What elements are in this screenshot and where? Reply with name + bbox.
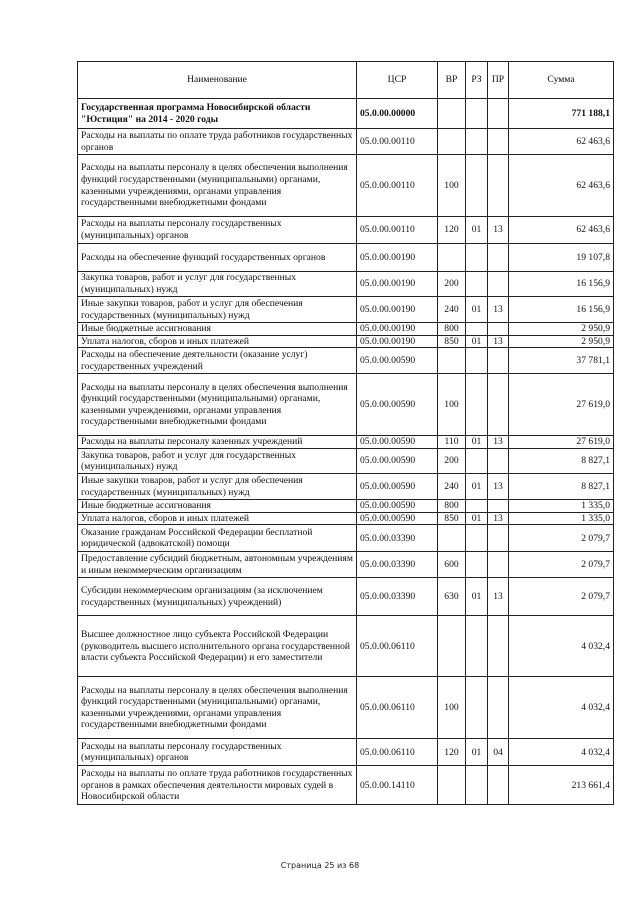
- cell-name: Расходы на выплаты персоналу государственных (муниципальных) органов: [78, 739, 357, 766]
- cell-rz: [466, 155, 488, 217]
- cell-rz: [466, 552, 488, 578]
- table-row: [78, 677, 614, 739]
- cell-rz: 01: [466, 739, 488, 766]
- cell-sum: 2 079,7: [509, 578, 614, 616]
- cell-sum: 4 032,4: [509, 616, 614, 677]
- cell-vr: [438, 244, 466, 272]
- cell-csr: 05.0.00.00110: [357, 155, 438, 217]
- cell-vr: 120: [438, 217, 466, 244]
- cell-sum: 19 107,8: [509, 244, 614, 272]
- cell-pr: 13: [488, 474, 509, 500]
- cell-vr: 240: [438, 474, 466, 500]
- cell-pr: [488, 323, 509, 336]
- cell-rz: 01: [466, 436, 488, 449]
- cell-sum: 2 950,9: [509, 335, 614, 348]
- budget-table: [77, 61, 614, 805]
- cell-pr: [488, 552, 509, 578]
- cell-csr: 05.0.00.00590: [357, 449, 438, 474]
- table-row: [78, 739, 614, 766]
- cell-vr: 240: [438, 297, 466, 323]
- cell-rz: [466, 323, 488, 336]
- header-name: Наименование: [78, 62, 357, 99]
- cell-rz: [466, 449, 488, 474]
- cell-sum: 4 032,4: [509, 739, 614, 766]
- cell-csr: 05.0.00.03390: [357, 578, 438, 616]
- cell-vr: 800: [438, 323, 466, 336]
- cell-vr: 630: [438, 578, 466, 616]
- cell-name: Расходы на выплаты персоналу в целях обеспечения выполнения функций государственными (муниципальными) органами, казенными учреждениями, органами управления государственными внебюджетными фондами: [78, 677, 357, 739]
- cell-name: Расходы на выплаты персоналу в целях обеспечения выполнения функций государственными (муниципальными) органами, казенными учреждениями, органами управления государственными внебюджетными фондами: [78, 374, 357, 436]
- cell-csr: 05.0.00.06110: [357, 739, 438, 766]
- cell-rz: 01: [466, 512, 488, 525]
- page-number: Страница 25 из 68: [280, 861, 360, 870]
- table-row: [78, 335, 614, 348]
- cell-csr: 05.0.00.03390: [357, 525, 438, 552]
- cell-rz: [466, 348, 488, 374]
- cell-sum: 1 335,0: [509, 512, 614, 525]
- cell-pr: [488, 244, 509, 272]
- cell-csr: 05.0.00.00590: [357, 512, 438, 525]
- table-row: [78, 449, 614, 474]
- cell-csr: 05.0.00.06110: [357, 616, 438, 677]
- table-row: [78, 129, 614, 155]
- cell-csr: 05.0.00.00190: [357, 244, 438, 272]
- cell-name: Закупка товаров, работ и услуг для государственных (муниципальных) нужд: [78, 272, 357, 297]
- cell-rz: [466, 500, 488, 513]
- header-rz: РЗ: [466, 62, 488, 99]
- table-row: [78, 99, 614, 129]
- cell-sum: 213 661,4: [509, 766, 614, 805]
- table-row: [78, 348, 614, 374]
- cell-sum: 2 079,7: [509, 552, 614, 578]
- cell-vr: [438, 99, 466, 129]
- cell-pr: 13: [488, 512, 509, 525]
- cell-name: Предоставление субсидий бюджетным, автономным учреждениям и иным некоммерческим организациям: [78, 552, 357, 578]
- cell-name: Субсидии некоммерческим организациям (за исключением государственных (муниципальных) учреждений): [78, 578, 357, 616]
- cell-vr: 850: [438, 335, 466, 348]
- cell-rz: [466, 99, 488, 129]
- header-sum: Сумма: [509, 62, 614, 99]
- cell-sum: 37 781,1: [509, 348, 614, 374]
- cell-csr: 05.0.00.00000: [357, 99, 438, 129]
- cell-name: Высшее должностное лицо субъекта Российской Федерации (руководитель высшего исполнительного органа государственной власти субъекта Российской Федерации) и его заместители: [78, 616, 357, 677]
- cell-vr: 100: [438, 155, 466, 217]
- cell-csr: 05.0.00.03390: [357, 552, 438, 578]
- cell-vr: 800: [438, 500, 466, 513]
- cell-sum: 62 463,6: [509, 217, 614, 244]
- cell-rz: 01: [466, 335, 488, 348]
- cell-csr: 05.0.00.00110: [357, 217, 438, 244]
- cell-pr: [488, 99, 509, 129]
- table-header-row: [78, 62, 614, 99]
- cell-pr: [488, 374, 509, 436]
- header-pr: ПР: [488, 62, 509, 99]
- cell-rz: [466, 766, 488, 805]
- cell-name: Закупка товаров, работ и услуг для государственных (муниципальных) нужд: [78, 449, 357, 474]
- table-row: [78, 244, 614, 272]
- cell-name: Иные закупки товаров, работ и услуг для обеспечения государственных (муниципальных) нужд: [78, 474, 357, 500]
- cell-pr: 13: [488, 297, 509, 323]
- cell-vr: 600: [438, 552, 466, 578]
- cell-pr: [488, 616, 509, 677]
- cell-vr: [438, 129, 466, 155]
- table-row: [78, 436, 614, 449]
- cell-vr: 120: [438, 739, 466, 766]
- cell-sum: 62 463,6: [509, 155, 614, 217]
- cell-sum: 27 619,0: [509, 374, 614, 436]
- cell-csr: 05.0.00.14110: [357, 766, 438, 805]
- cell-name: Иные закупки товаров, работ и услуг для обеспечения государственных (муниципальных) нужд: [78, 297, 357, 323]
- cell-csr: 05.0.00.06110: [357, 677, 438, 739]
- cell-pr: 13: [488, 217, 509, 244]
- cell-name: Расходы на выплаты по оплате труда работников государственных органов: [78, 129, 357, 155]
- table-row: [78, 500, 614, 513]
- cell-sum: 62 463,6: [509, 129, 614, 155]
- cell-rz: [466, 677, 488, 739]
- cell-sum: 8 827,1: [509, 449, 614, 474]
- cell-vr: [438, 616, 466, 677]
- cell-name: Расходы на обеспечение функций государственных органов: [78, 244, 357, 272]
- cell-sum: 2 950,9: [509, 323, 614, 336]
- cell-rz: 01: [466, 297, 488, 323]
- table-row: [78, 766, 614, 805]
- cell-rz: 01: [466, 578, 488, 616]
- cell-sum: 16 156,9: [509, 272, 614, 297]
- cell-csr: 05.0.00.00110: [357, 129, 438, 155]
- cell-csr: 05.0.00.00190: [357, 323, 438, 336]
- cell-csr: 05.0.00.00590: [357, 374, 438, 436]
- cell-sum: 1 335,0: [509, 500, 614, 513]
- table-row: [78, 297, 614, 323]
- cell-vr: 100: [438, 677, 466, 739]
- table-row: [78, 525, 614, 552]
- cell-vr: [438, 525, 466, 552]
- cell-name: Иные бюджетные ассигнования: [78, 500, 357, 513]
- cell-sum: 4 032,4: [509, 677, 614, 739]
- cell-csr: 05.0.00.00190: [357, 297, 438, 323]
- cell-name: Расходы на выплаты персоналу государственных (муниципальных) органов: [78, 217, 357, 244]
- cell-csr: 05.0.00.00590: [357, 436, 438, 449]
- table-row: [78, 323, 614, 336]
- table-row: [78, 512, 614, 525]
- cell-pr: 13: [488, 335, 509, 348]
- cell-vr: 200: [438, 272, 466, 297]
- table-row: [78, 552, 614, 578]
- cell-name: Оказание гражданам Российской Федерации бесплатной юридической (адвокатской) помощи: [78, 525, 357, 552]
- cell-pr: [488, 348, 509, 374]
- cell-pr: [488, 766, 509, 805]
- cell-vr: 100: [438, 374, 466, 436]
- table-row: [78, 155, 614, 217]
- cell-csr: 05.0.00.00190: [357, 335, 438, 348]
- cell-rz: 01: [466, 217, 488, 244]
- cell-sum: 27 619,0: [509, 436, 614, 449]
- header-csr: ЦСР: [357, 62, 438, 99]
- cell-name: Уплата налогов, сборов и иных платежей: [78, 512, 357, 525]
- cell-vr: [438, 766, 466, 805]
- cell-name: Иные бюджетные ассигнования: [78, 323, 357, 336]
- table-row: [78, 374, 614, 436]
- cell-sum: 2 079,7: [509, 525, 614, 552]
- cell-vr: 110: [438, 436, 466, 449]
- table-row: [78, 272, 614, 297]
- cell-csr: 05.0.00.00190: [357, 272, 438, 297]
- cell-csr: 05.0.00.00590: [357, 474, 438, 500]
- cell-name: Уплата налогов, сборов и иных платежей: [78, 335, 357, 348]
- header-vr: ВР: [438, 62, 466, 99]
- table-row: [78, 217, 614, 244]
- table-row: [78, 474, 614, 500]
- cell-name: Расходы на выплаты персоналу казенных учреждений: [78, 436, 357, 449]
- cell-name: Расходы на выплаты персоналу в целях обеспечения выполнения функций государственными (муниципальными) органами, казенными учреждениями, органами управления государственными внебюджетными фондами: [78, 155, 357, 217]
- table-row: [78, 616, 614, 677]
- cell-rz: 01: [466, 474, 488, 500]
- cell-rz: [466, 616, 488, 677]
- cell-pr: [488, 129, 509, 155]
- cell-pr: [488, 449, 509, 474]
- cell-pr: 04: [488, 739, 509, 766]
- cell-csr: 05.0.00.00590: [357, 500, 438, 513]
- cell-name: Расходы на выплаты по оплате труда работников государственных органов в рамках обеспечения деятельности мировых судей в Новосибирской области: [78, 766, 357, 805]
- cell-sum: 8 827,1: [509, 474, 614, 500]
- cell-vr: 200: [438, 449, 466, 474]
- cell-pr: [488, 525, 509, 552]
- cell-name: Государственная программа Новосибирской области "Юстиция" на 2014 - 2020 годы: [78, 99, 357, 129]
- cell-sum: 16 156,9: [509, 297, 614, 323]
- cell-rz: [466, 244, 488, 272]
- cell-pr: [488, 677, 509, 739]
- cell-pr: 13: [488, 436, 509, 449]
- table-row: [78, 578, 614, 616]
- cell-rz: [466, 374, 488, 436]
- cell-name: Расходы на обеспечение деятельности (оказание услуг) государственных учреждений: [78, 348, 357, 374]
- cell-vr: 850: [438, 512, 466, 525]
- cell-pr: [488, 155, 509, 217]
- cell-pr: [488, 500, 509, 513]
- cell-pr: [488, 272, 509, 297]
- cell-csr: 05.0.00.00590: [357, 348, 438, 374]
- cell-vr: [438, 348, 466, 374]
- cell-rz: [466, 129, 488, 155]
- cell-rz: [466, 272, 488, 297]
- cell-sum: 771 188,1: [509, 99, 614, 129]
- cell-pr: 13: [488, 578, 509, 616]
- cell-rz: [466, 525, 488, 552]
